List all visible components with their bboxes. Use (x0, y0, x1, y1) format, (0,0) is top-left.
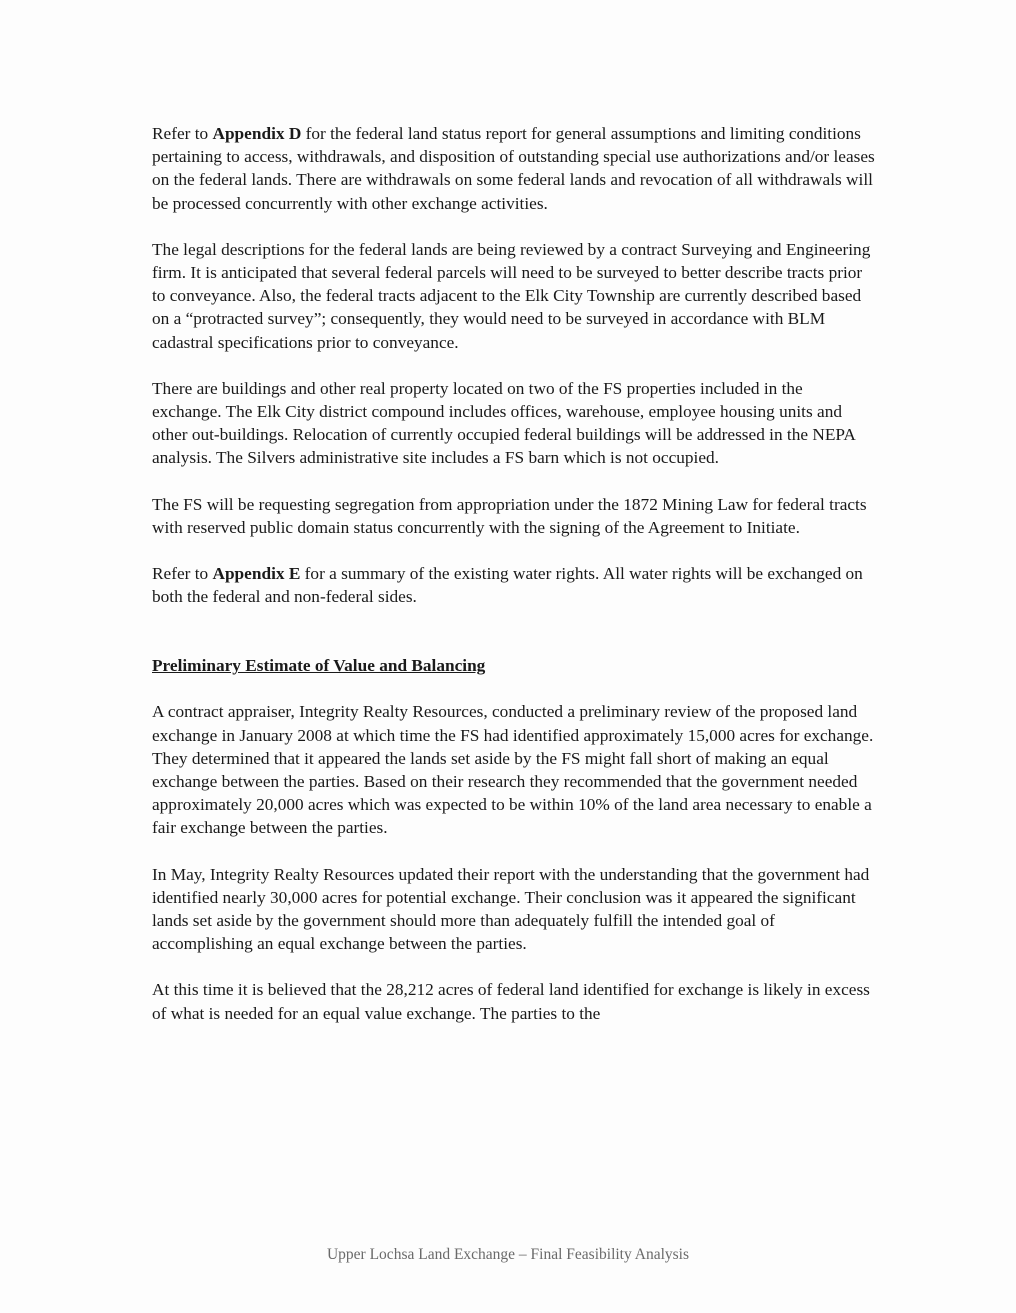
paragraph-buildings: There are buildings and other real property located on two of the FS properties included in the exchange. The Elk City district compound includes offices, warehouse, employee housing units and other out-buildings. Relocation of currently occupied federal buildings will be addressed in the NEPA analysis. The Silvers administrative site includes a FS barn which is not occupied. (152, 378, 855, 468)
paragraph-contract-appraiser: A contract appraiser, Integrity Realty Resources, conducted a preliminary review of the proposed land exchange in January 2008 at which time the FS had identified approximately 15,000 acres for exchange. They determined that it appeared the lands set aside by the FS might fall short of making an equal exchange between the parties. Based on their research they recommended that the government needed approximately 20,000 acres which was expected to be within 10% of the land area necessary to enable a fair exchange between the parties. (152, 702, 874, 838)
paragraph-current-belief: At this time it is believed that the 28,212 acres of federal land identified for exchange is likely in excess of what is needed for an equal value exchange. The parties to the (152, 980, 870, 1023)
paragraph-may-update: In May, Integrity Realty Resources updated their report with the understanding that the government had identified nearly 30,000 acres for potential exchange. Their conclusion was it appeared the significant lands set aside by the government should more than adequately fulfill the intended goal of accomplishing an equal exchange between the parties. (152, 864, 870, 954)
paragraph-appendix-d-post: for the federal land status report for general assumptions and limiting conditions pertaining to access, withdrawals, and disposition of outstanding special use authorizations and/or leases on the federal lands. There are withdrawals on some federal lands and revocation of all withdrawals will be processed concurrently with other exchange activities. (152, 124, 875, 213)
page-footer: Upper Lochsa Land Exchange – Final Feasibility Analysis (326, 1246, 690, 1263)
paragraph-appendix-e-pre: Refer to (152, 564, 213, 584)
document-body (152, 122, 876, 1025)
section-heading: Preliminary Estimate of Value and Balancing (152, 656, 486, 676)
paragraph-appendix-e (152, 562, 876, 608)
appendix-e-reference: Appendix E (212, 564, 301, 584)
paragraph-legal-descriptions: The legal descriptions for the federal lands are being reviewed by a contract Surveying and Engineering firm. It is anticipated that several federal parcels will need to be surveyed to better describe tracts prior to conveyance. Also, the federal tracts adjacent to the Elk City Township are currently described based on a “protracted survey”; consequently, they would need to be surveyed in accordance with BLM cadastral specifications prior to conveyance. (152, 239, 871, 352)
paragraph-appendix-d-pre: Refer to (152, 124, 213, 143)
paragraph-appendix-e-post: for a summary of the existing water rights. All water rights will be exchanged on both the federal and non-federal sides. (152, 564, 863, 607)
paragraph-appendix-d (152, 122, 876, 215)
appendix-d-reference: Appendix D (212, 124, 302, 143)
paragraph-segregation: The FS will be requesting segregation from appropriation under the 1872 Mining Law for federal tracts with reserved public domain status concurrently with the signing of the Agreement to Initiate. (152, 494, 867, 537)
